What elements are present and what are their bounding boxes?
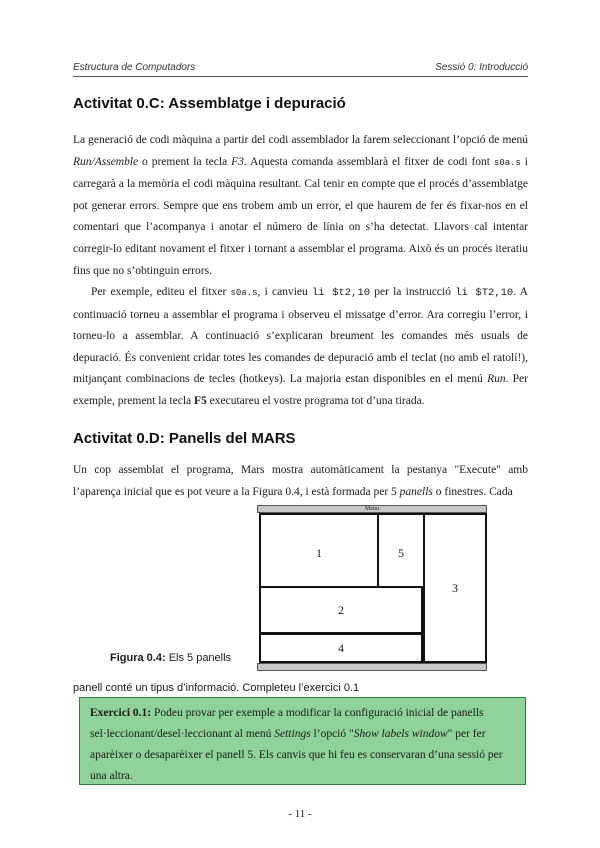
exercise-box: Exercici 0.1: Podeu provar per exemple a modificar la configuració inicial de panells sel·leccionant/desel·leccionant al menú Settings l’opció "Show labels window" per fer aparèixer o desaparèixer el panell 5. Els canvis que hi feu es conservaran d’una sessió per una altra. — [79, 697, 526, 785]
section-d-paragraph-2: panell conté un tipus d’informació. Completeu l’exercici 0.1 — [73, 682, 360, 694]
section-d-title: Activitat 0.D: Panells del MARS — [73, 430, 296, 447]
figure-menu-bar: Menu — [257, 505, 487, 513]
header-session-title: Sessió 0: Introducció — [435, 62, 528, 73]
figure-bottom-bar — [257, 663, 487, 671]
pane-1: 1 — [259, 513, 379, 593]
section-c-title: Activitat 0.C: Assemblatge i depuració — [73, 95, 346, 112]
page-header — [73, 60, 528, 76]
menu-run-assemble: Run/Assemble — [73, 155, 139, 168]
pane-3: 3 — [423, 513, 487, 663]
instruction-new: li $T2,10 — [455, 287, 514, 299]
filename-s0a: s0a.s — [493, 157, 521, 168]
instruction-old: li $t2,10 — [311, 287, 371, 299]
menu-run: Run — [487, 373, 506, 386]
pane-4: 4 — [259, 633, 423, 663]
pane-2: 2 — [259, 586, 423, 634]
key-f3: F3 — [231, 155, 244, 168]
figure-caption: Figura 0.4: Els 5 panells — [110, 652, 232, 664]
filename-s0a-2: s0a.s — [230, 288, 258, 298]
section-c-paragraph-2: Per exemple, editeu el fitxer s0a.s, i canvieu li $t2,10 per la instrucció li $T2,10. A continuació torneu a assemblar el programa i observeu el missatge d’error. Ara corregiu l’error, i torneu-lo a assemblar. A continuació s’explicaran breument les comandes més usuals de depuració. És convenient cridar totes les comandes de depuració amb el teclat (no amb el ratolí!), mitjançant combinacions de tecles (hotkeys). La majoria estan disponibles en el menú Run. Per exemple, prement la tecla F5 executareu el vostre programa tot d’una tirada. — [73, 286, 528, 407]
header-course-title: Estructura de Computadors — [73, 62, 196, 73]
section-d-paragraph-1: Un cop assemblat el programa, Mars mostra automàticament la pestanya "Execute" amb l’aparença inicial que es pot veure a la Figura 0.4, i està formada per 5 panells o finestres. Cada — [73, 464, 528, 498]
exercise-label: Exercici 0.1: — [90, 707, 152, 719]
panells-term: panells — [399, 485, 433, 498]
key-f5: F5 — [194, 394, 207, 407]
option-show-labels: Show labels window — [353, 728, 448, 740]
header-divider — [73, 76, 528, 77]
mars-panels-figure — [257, 505, 487, 671]
section-c-paragraph-1: La generació de codi màquina a partir del codi assemblador la farem seleccionant l’opció de menú Run/Assemble o prement la tecla F3. Aquesta comanda assemblarà el fitxer de codi font s0a.s i carregarà a la memòria el codi màquina resultant. Cal tenir en compte que el procés d’assemblatge pot generar errors. Sempre que ens trobem amb un error, el que haurem de fer és fixar-nos en el comentari que l’acompanya i anotar el número de línia on s’ha detectat. Llavors cal intentar corregir-lo editant novament el fitxer i tornant a assemblar el programa. Això és un procés iteratiu fins que no s’obtinguin errors. — [73, 134, 529, 277]
page-number: - 11 - — [288, 808, 312, 820]
menu-settings: Settings — [274, 728, 311, 740]
pane-5: 5 — [377, 513, 425, 593]
